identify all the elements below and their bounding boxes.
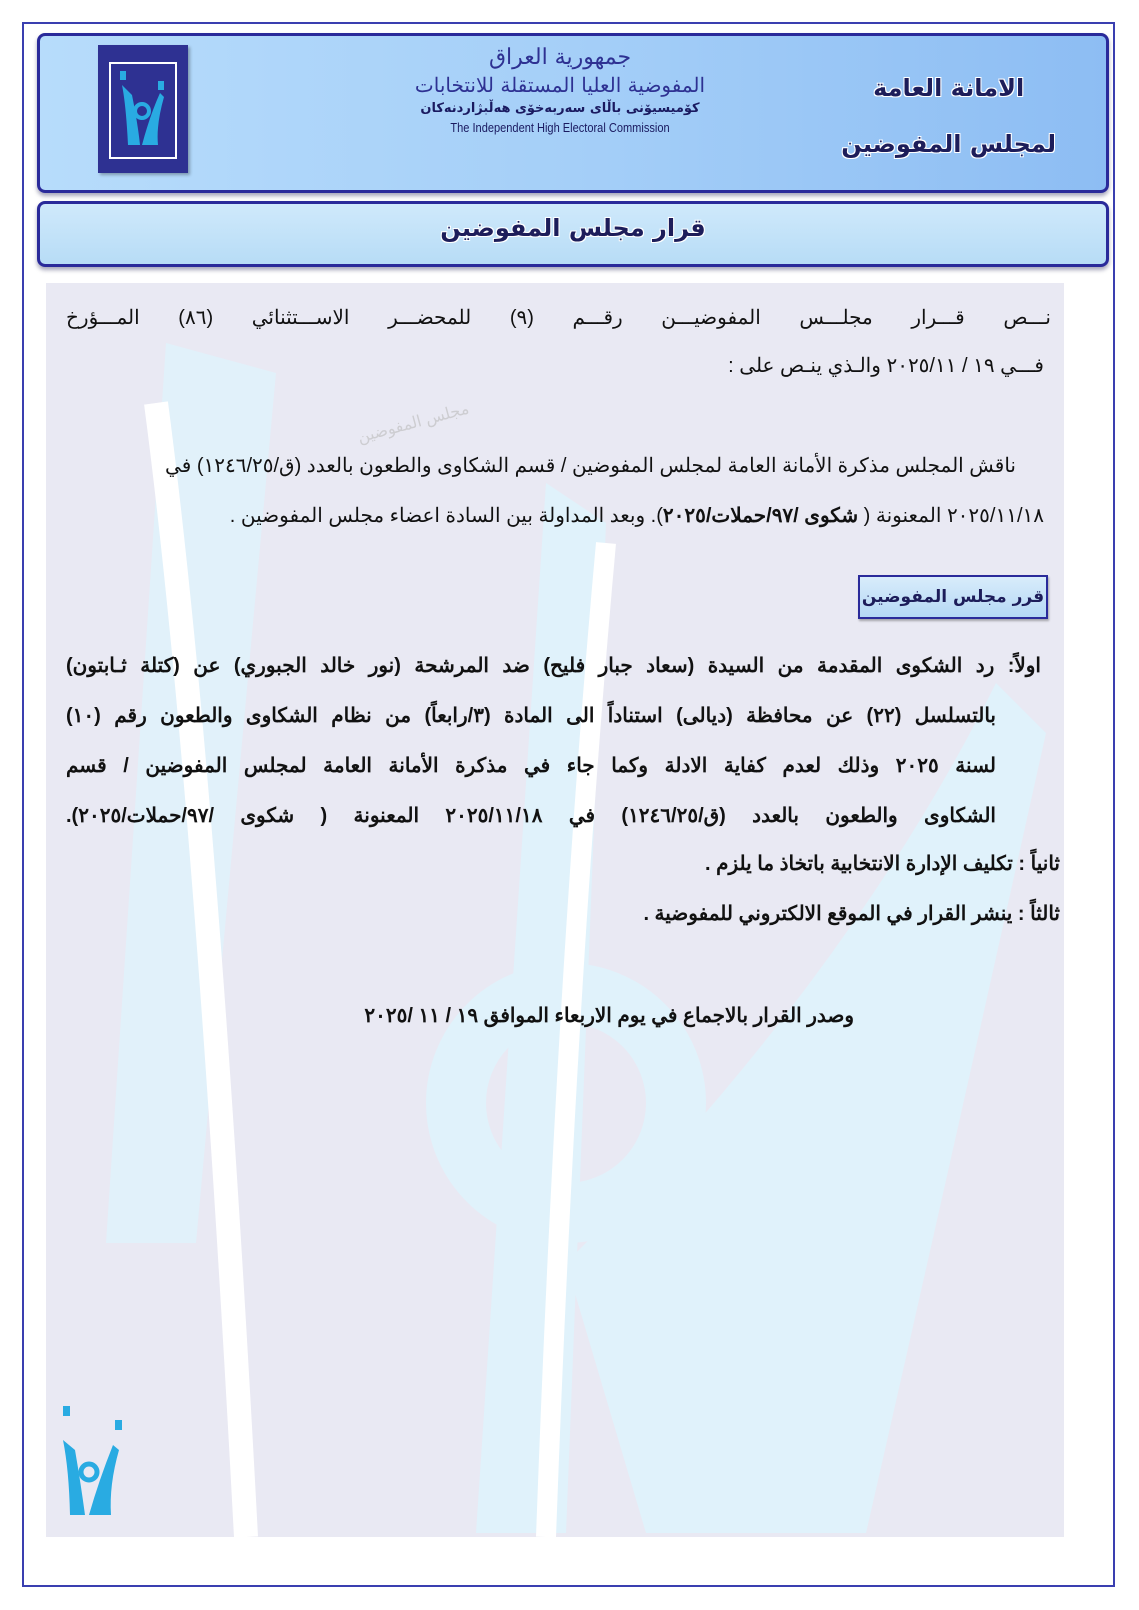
document-title-bar (37, 201, 1109, 267)
paragraph-line-2-a: ٢٠٢٥/١١/١٨ المعنونة ( (863, 505, 1044, 527)
secretariat-title-line2: لمجلس المفوضين (841, 130, 1056, 158)
item1-line-2: بالتسلسل (٢٢) عن محافظة (ديالى) استناداً الى المادة (٣/رابعاً) من نظام الشكاوى والطعون رقم (١٠) (66, 705, 997, 727)
watermark-text-small: مجلس المفوضين (355, 400, 471, 447)
paragraph-line-2 (230, 503, 1044, 528)
logo-arabic-line1: جمهورية العراق (488, 45, 632, 70)
complaint-reference: شكوى /٩٧/حملات/٢٠٢٥ (662, 505, 864, 527)
document-title: قرار مجلس المفوضين (440, 214, 706, 242)
item2: ثانياً : تكليف الإدارة الانتخابية باتخاذ ما يلزم . (705, 853, 1060, 875)
item3: ثالثاً : ينشر القرار في الموقع الالكتروني للمفوضية . (643, 903, 1060, 925)
decided-label-box: قرر مجلس المفوضين (858, 575, 1048, 619)
logo-english: The Independent High Electoral Commission (450, 120, 670, 135)
paragraph-line-2-b: ). وبعد المداولة بين السادة اعضاء مجلس المفوضين . (229, 505, 663, 527)
item1-line-1: اولاً: رد الشكوى المقدمة من السيدة (سعاد جبار فليح) ضد المرشحة (نور خالد الجبوري) عن (كتلة ثـابتون) (66, 655, 1041, 677)
ihec-logo (98, 45, 188, 173)
commission-name-logo (410, 44, 710, 135)
document-body (46, 283, 1064, 1537)
item1-line-4: الشكاوى والطعون بالعدد (ق/١٢٤٦/٢٥) في ٢٠٢٥/١١/١٨ المعنونة ( شكوى /٩٧/حملات/٢٠٢٥). (66, 805, 996, 827)
paragraph-line-1: ناقش المجلس مذكرة الأمانة العامة لمجلس المفوضين / قسم الشكاوى والطعون بالعدد (ق/١٢٤٦/٢٥) في (165, 455, 1016, 477)
intro-line-2: فـــي ١٩ / ٢٠٢٥/١١ والـذي ينـص على : (728, 355, 1044, 377)
intro-line-1: نـــص قـــرار مجلـــس المفوضيـــن رقـــم (٩) للمحضـــر الاســـتثنائي (٨٦) المـــؤرخ (66, 307, 1051, 329)
secretariat-title-line1: الامانة العامة (873, 74, 1025, 102)
secretariat-title (841, 60, 1056, 172)
closing-statement: وصدر القرار بالاجماع في يوم الاربعاء الموافق ١٩ / ١١ /٢٠٢٥ (364, 1005, 854, 1027)
footer-logo-icon (55, 1400, 135, 1524)
item1-line-3: لسنة ٢٠٢٥ وذلك لعدم كفاية الادلة وكما جاء في مذكرة الأمانة العامة لمجلس المفوضين / قسم (66, 755, 996, 777)
logo-kurdish: کۆمیسیۆنی باڵای سەربەخۆی هەڵبژاردنەکان (420, 101, 700, 116)
document-header (37, 33, 1109, 193)
logo-arabic-line2: المفوضية العليا المستقلة للانتخابات (414, 73, 706, 97)
